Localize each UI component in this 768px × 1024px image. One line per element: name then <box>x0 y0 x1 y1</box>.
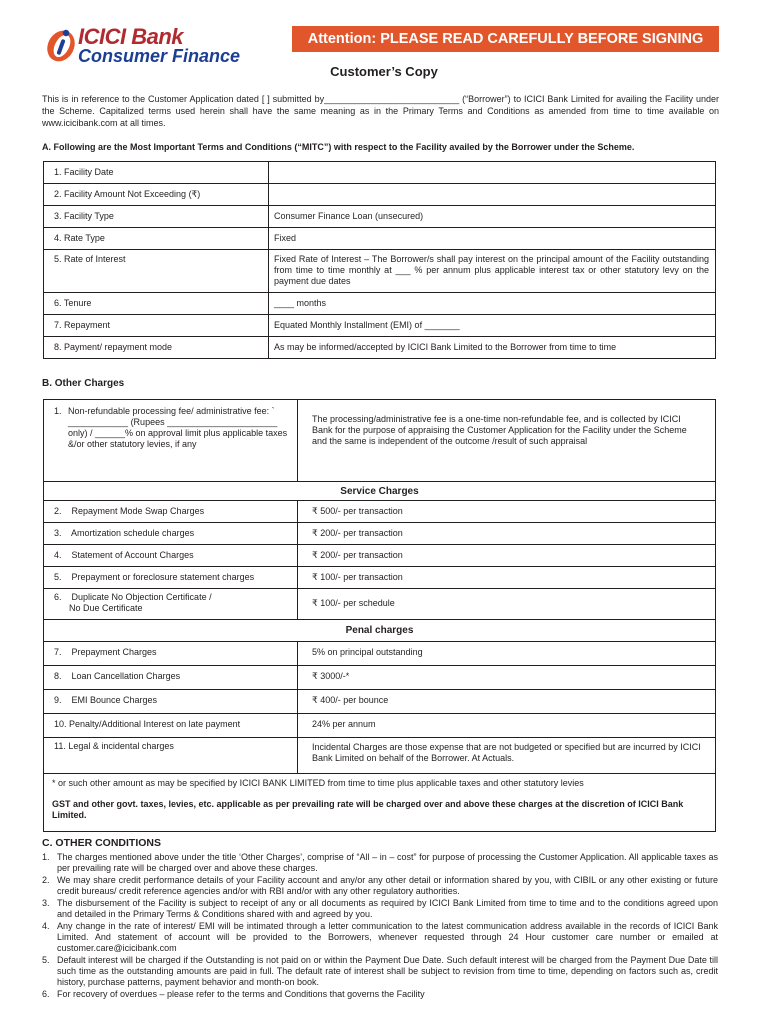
other-conditions-list <box>42 852 718 1001</box>
charge-label: 8. Loan Cancellation Charges <box>44 666 298 690</box>
mitc-value: Equated Monthly Installment (EMI) of _______ <box>269 315 716 337</box>
condition-item <box>42 898 718 920</box>
mitc-label: 2. Facility Amount Not Exceeding (₹) <box>44 184 269 206</box>
mitc-label: 1. Facility Date <box>44 162 269 184</box>
section-b-heading: B. Other Charges <box>42 378 125 389</box>
processing-fee-description: The processing/administrative fee is a one-time non-refundable fee, and is collected by ICICI Bank for the purpose of appraising the Customer Application for the Facility under the Scheme and the same is independent of the outcome /result of such appraisal <box>298 400 716 482</box>
gst-note: GST and other govt. taxes, levies, etc. applicable as per prevailing rate will be charged over and above these charges at the discretion of ICICI Bank Limited. <box>52 799 684 820</box>
processing-fee-label <box>44 400 298 482</box>
charge-label: 9. EMI Bounce Charges <box>44 690 298 714</box>
condition-item <box>42 852 718 874</box>
charge-label: 5. Prepayment or foreclosure statement charges <box>44 567 298 589</box>
charge-label: 3. Amortization schedule charges <box>44 523 298 545</box>
condition-item <box>42 989 718 1000</box>
mitc-table <box>43 161 716 359</box>
mitc-value: Fixed Rate of Interest – The Borrower/s shall pay interest on the principal amount of the Facility outstanding from time to time monthly at ___ % per annum plus applicable interest tax or other statutory levy on the payment due dates <box>269 250 716 293</box>
mitc-label: 6. Tenure <box>44 293 269 315</box>
condition-number: 2. <box>42 875 50 885</box>
logo-bank-text: ICICI Bank <box>78 24 184 49</box>
charge-label: 6. Duplicate No Objection Certificate / No Due Certificate <box>44 589 298 620</box>
charge-value: ₹ 100/- per transaction <box>298 567 716 589</box>
section-a-heading: A. Following are the Most Important Terms and Conditions (“MITC”) with respect to the Facility availed by the Borrower under the Scheme. <box>42 142 635 152</box>
condition-number: 3. <box>42 898 50 908</box>
charges-footnote-cell <box>44 774 716 832</box>
condition-text: Any change in the rate of interest/ EMI will be intimated through a letter communication to the latest communication address available in the records of ICICI Bank Limited. And statement of account will be provided to the Borrowers, whenever requested through 24 Hour customer care number or emailed at customer.care@icicibank.com <box>57 921 718 953</box>
attention-banner: Attention: PLEASE READ CAREFULLY BEFORE SIGNING <box>292 26 719 52</box>
mitc-label: 5. Rate of Interest <box>44 250 269 293</box>
icici-swirl-icon <box>44 24 78 64</box>
condition-text: For recovery of overdues – please refer to the terms and Conditions that governs the Facility <box>57 989 425 999</box>
mitc-value: As may be informed/accepted by ICICI Bank Limited to the Borrower from time to time <box>269 337 716 359</box>
condition-item <box>42 955 718 988</box>
processing-fee-number: 1. <box>54 406 62 416</box>
charge-label: 7. Prepayment Charges <box>44 642 298 666</box>
mitc-label: 8. Payment/ repayment mode <box>44 337 269 359</box>
charge-label: 11. Legal & incidental charges <box>44 738 298 774</box>
page-title: Customer’s Copy <box>330 64 438 79</box>
condition-text: We may share credit performance details of your Facility account and any/or any other detail or information shared by you, with CIBIL or any other existing or future credit bureaus/ credit reference agencies and/or with RBI and/or with any other regulatory authorities. <box>57 875 718 896</box>
condition-text: The charges mentioned above under the title ‘Other Charges’, comprise of “All – in – cost” for purpose of processing the Customer Application. All applicable taxes as per prevailing rate will be charged over and above these charges. <box>57 852 718 873</box>
charges-footnote: * or such other amount as may be specified by ICICI BANK LIMITED from time to time plus applicable taxes and other statutory levies <box>52 778 584 788</box>
logo-consumer-finance-text: Consumer Finance <box>78 46 241 66</box>
section-c-heading: C. OTHER CONDITIONS <box>42 837 162 849</box>
condition-number: 6. <box>42 989 50 999</box>
charge-value: ₹ 500/- per transaction <box>298 501 716 523</box>
condition-text: Default interest will be charged if the Outstanding is not paid on or within the Payment Due Date. Such default interest will be charged from the Payment Due Date till such time as the outstanding amounts are paid in full. The default rate of interest shall be subject to revision from time to time, depending on factors such as, credit history, purchase patterns, payment behavior and month-on book. <box>57 955 718 987</box>
mitc-label: 4. Rate Type <box>44 228 269 250</box>
penal-charges-heading: Penal charges <box>44 620 716 642</box>
charge-value: ₹ 3000/-* <box>298 666 716 690</box>
mitc-value: ____ months <box>269 293 716 315</box>
intro-paragraph: This is in reference to the Customer Application dated [ ] submitted by___________________________ (“Borrower”) to ICICI Bank Limited for availing the Facility under the Scheme. Capitalized terms used herein shall have the same meaning as in the Primary Terms and Conditions as amended from time to time available on www.icicibank.com at all times. <box>42 94 719 128</box>
charge-value: 5% on principal outstanding <box>298 642 716 666</box>
icici-logo <box>44 24 274 68</box>
condition-item <box>42 921 718 954</box>
other-charges-table <box>43 399 716 832</box>
charge-value: ₹ 100/- per schedule <box>298 589 716 620</box>
mitc-label: 3. Facility Type <box>44 206 269 228</box>
service-charges-heading: Service Charges <box>44 482 716 501</box>
condition-item <box>42 875 718 897</box>
condition-number: 1. <box>42 852 50 862</box>
condition-number: 5. <box>42 955 50 965</box>
condition-text: The disbursement of the Facility is subject to receipt of any or all documents as required by ICICI Bank Limited from time to time and to the conditions agreed upon and detailed in the Primary Terms & Conditions shared with and agreed by you. <box>57 898 718 919</box>
charge-value: ₹ 400/- per bounce <box>298 690 716 714</box>
mitc-value: Fixed <box>269 228 716 250</box>
mitc-value <box>269 184 716 206</box>
charge-value: ₹ 200/- per transaction <box>298 545 716 567</box>
charge-value: Incidental Charges are those expense that are not budgeted or specified but are incurred by ICICI Bank Limited on behalf of the Borrower. At Actuals. <box>298 738 716 774</box>
condition-number: 4. <box>42 921 50 931</box>
charge-label: 2. Repayment Mode Swap Charges <box>44 501 298 523</box>
mitc-value <box>269 162 716 184</box>
charge-value: ₹ 200/- per transaction <box>298 523 716 545</box>
mitc-label: 7. Repayment <box>44 315 269 337</box>
mitc-value: Consumer Finance Loan (unsecured) <box>269 206 716 228</box>
charge-value: 24% per annum <box>298 714 716 738</box>
charge-label: 10. Penalty/Additional Interest on late payment <box>44 714 298 738</box>
charge-label: 4. Statement of Account Charges <box>44 545 298 567</box>
processing-fee-text: Non-refundable processing fee/ administrative fee: ` ____________ (Rupees ______________________ only) / ______% on approval limit plus applicable taxes &/or other statutory levies, if any <box>68 406 288 449</box>
